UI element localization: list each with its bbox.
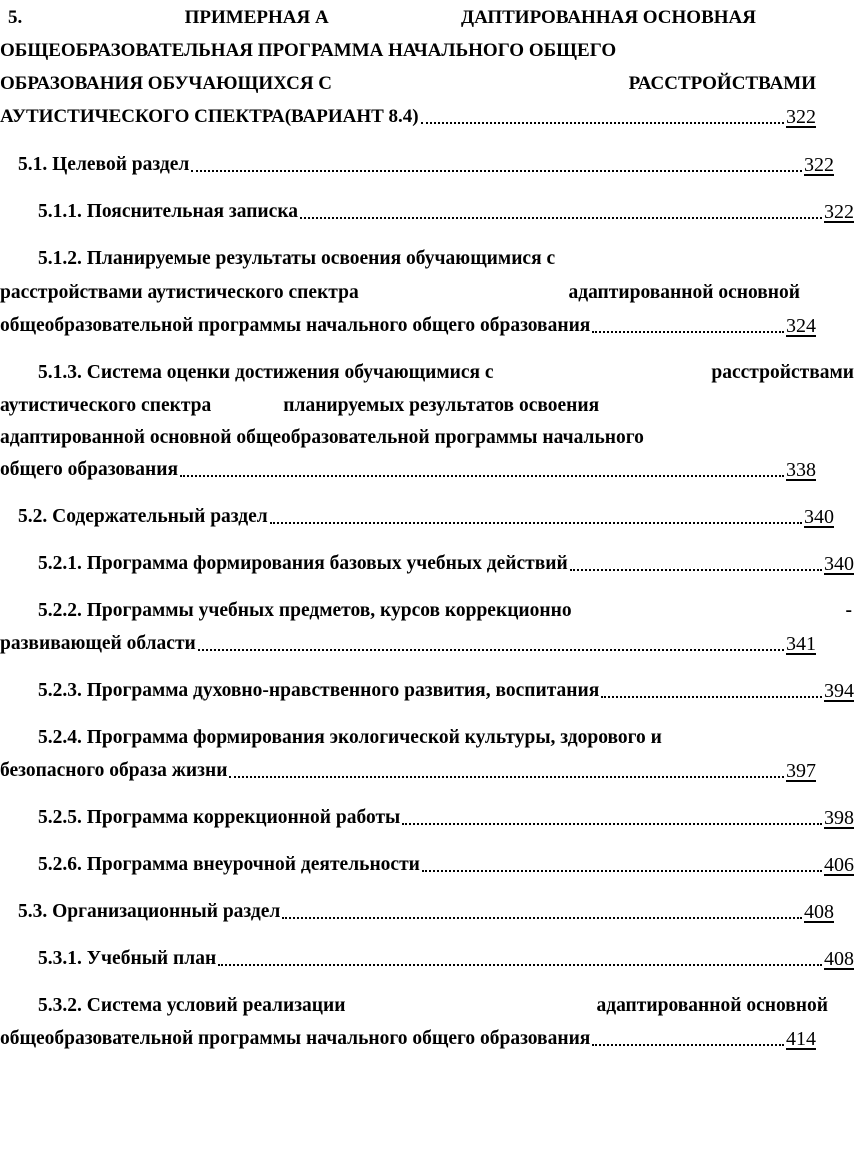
toc-entry-line[interactable] [0, 1021, 816, 1051]
toc-entry-text: 5.2.5. Программа коррекционной работы [38, 807, 401, 828]
toc-entry-text: 5.1.2. Планируемые результаты освоения обучающимися с [38, 248, 556, 269]
page-number[interactable]: 322 [804, 154, 834, 176]
toc-entry-line [0, 720, 854, 750]
toc-entry-text: адаптированной основной [596, 995, 828, 1016]
toc-entry-text: 5.2.2. Программы учебных предметов, курсов коррекционно [38, 600, 572, 621]
dot-leader [421, 121, 784, 124]
dot-leader [592, 330, 784, 333]
dot-leader [300, 216, 822, 219]
toc-entry-line[interactable] [0, 847, 854, 877]
dot-leader [270, 521, 802, 524]
toc-title-text: РАССТРОЙСТВАМИ [628, 73, 816, 94]
toc-entry-text: расстройствами [711, 362, 854, 383]
page-number[interactable]: 408 [804, 901, 834, 923]
toc-title-line [0, 66, 816, 96]
toc-entry-text: аутистического спектра [0, 395, 212, 416]
toc-entry-text: - [845, 600, 852, 621]
toc-entry-line [0, 241, 854, 271]
toc-entry-text: 5.2. Содержательный раздел [18, 506, 268, 527]
page-number[interactable]: 394 [824, 680, 854, 702]
toc-entry-text: 5.1.3. Система оценки достижения обучающимися с [38, 362, 494, 383]
toc-entry-line[interactable] [0, 673, 854, 703]
toc-entry-line[interactable] [0, 626, 816, 656]
toc-entry-line [0, 355, 854, 385]
dot-leader [180, 474, 784, 477]
toc-entry-text: адаптированной основной [568, 282, 800, 303]
toc-entry-text: общеобразовательной программы начального общего образования [0, 315, 591, 336]
toc-entry-text: 5.1. Целевой раздел [18, 154, 190, 175]
toc-entry-line[interactable] [0, 499, 834, 529]
toc-entry-line[interactable] [0, 308, 816, 338]
toc-entry-line[interactable] [0, 99, 816, 129]
toc-entry-line[interactable] [0, 894, 834, 924]
toc-entry-text: развивающей области [0, 633, 196, 654]
toc-entry-text: общеобразовательной программы начального общего образования [0, 1028, 591, 1049]
dot-leader [198, 648, 784, 651]
page-number[interactable]: 340 [804, 506, 834, 528]
dot-leader [422, 869, 822, 872]
toc-entry-line[interactable] [0, 147, 834, 177]
toc-entry-text: 5.3.1. Учебный план [38, 948, 217, 969]
toc-entry-line [0, 593, 854, 623]
dot-leader [570, 568, 822, 571]
toc-entry-text: 5.1.1. Пояснительная записка [38, 201, 299, 222]
toc-title-text: АУТИСТИЧЕСКОГО СПЕКТРА(ВАРИАНТ 8.4) [0, 106, 419, 127]
toc-entry-line[interactable] [0, 941, 854, 971]
page-number[interactable]: 406 [824, 854, 854, 876]
toc-entry-text: адаптированной основной общеобразовательной программы начального [0, 427, 644, 448]
dot-leader [229, 775, 784, 778]
toc-entry-line[interactable] [0, 753, 816, 783]
page-number[interactable]: 338 [786, 459, 816, 481]
toc-entry-text: 5.2.6. Программа внеурочной деятельности [38, 854, 420, 875]
dot-leader [402, 822, 822, 825]
toc-entry-text: 5.3. Организационный раздел [18, 901, 281, 922]
toc-entry-text: общего образования [0, 459, 178, 480]
toc-title-text: ПРИМЕРНАЯ А [184, 7, 329, 28]
toc-entry-line[interactable] [0, 800, 854, 830]
toc-entry-line [0, 275, 800, 305]
toc-entry-line [0, 420, 816, 450]
toc-entry-text: 5.2.1. Программа формирования базовых учебных действий [38, 553, 568, 574]
dot-leader [601, 695, 822, 698]
page-number[interactable]: 397 [786, 760, 816, 782]
toc-entry-text: 5.2.4. Программа формирования экологической культуры, здорового и [38, 727, 662, 748]
page-number[interactable]: 398 [824, 807, 854, 829]
toc-entry-line [0, 388, 816, 418]
toc-entry-text: 5.3.2. Система условий реализации [38, 995, 346, 1016]
page-number[interactable]: 322 [786, 106, 816, 128]
toc-title-text: ОБЩЕОБРАЗОВАТЕЛЬНАЯ ПРОГРАММА НАЧАЛЬНОГО ОБЩЕГО [0, 40, 617, 61]
page-number[interactable]: 324 [786, 315, 816, 337]
toc-title-line [0, 0, 816, 30]
toc-entry-text: безопасного образа жизни [0, 760, 228, 781]
toc-title-text: ОБРАЗОВАНИЯ ОБУЧАЮЩИХСЯ С [0, 73, 333, 94]
toc-title-text: ДАПТИРОВАННАЯ ОСНОВНАЯ [461, 7, 756, 28]
toc-entry-text: 5.2.3. Программа духовно-нравственного развития, воспитания [38, 680, 600, 701]
toc-entry-line[interactable] [0, 452, 816, 482]
page-number[interactable]: 340 [824, 553, 854, 575]
toc-entry-line[interactable] [0, 546, 854, 576]
toc-entry-line[interactable] [0, 194, 854, 224]
dot-leader [282, 916, 802, 919]
page-number[interactable]: 322 [824, 201, 854, 223]
dot-leader [592, 1043, 784, 1046]
toc-title-line [0, 33, 816, 63]
page-number[interactable]: 414 [786, 1028, 816, 1050]
toc-entry-text: расстройствами аутистического спектра [0, 282, 359, 303]
toc-entry-text: планируемых результатов освоения [283, 395, 600, 416]
toc-title-number: 5. [8, 7, 23, 28]
dot-leader [218, 963, 822, 966]
dot-leader [191, 169, 802, 172]
page-number[interactable]: 408 [824, 948, 854, 970]
page-number[interactable]: 341 [786, 633, 816, 655]
toc-entry-line [0, 988, 828, 1018]
